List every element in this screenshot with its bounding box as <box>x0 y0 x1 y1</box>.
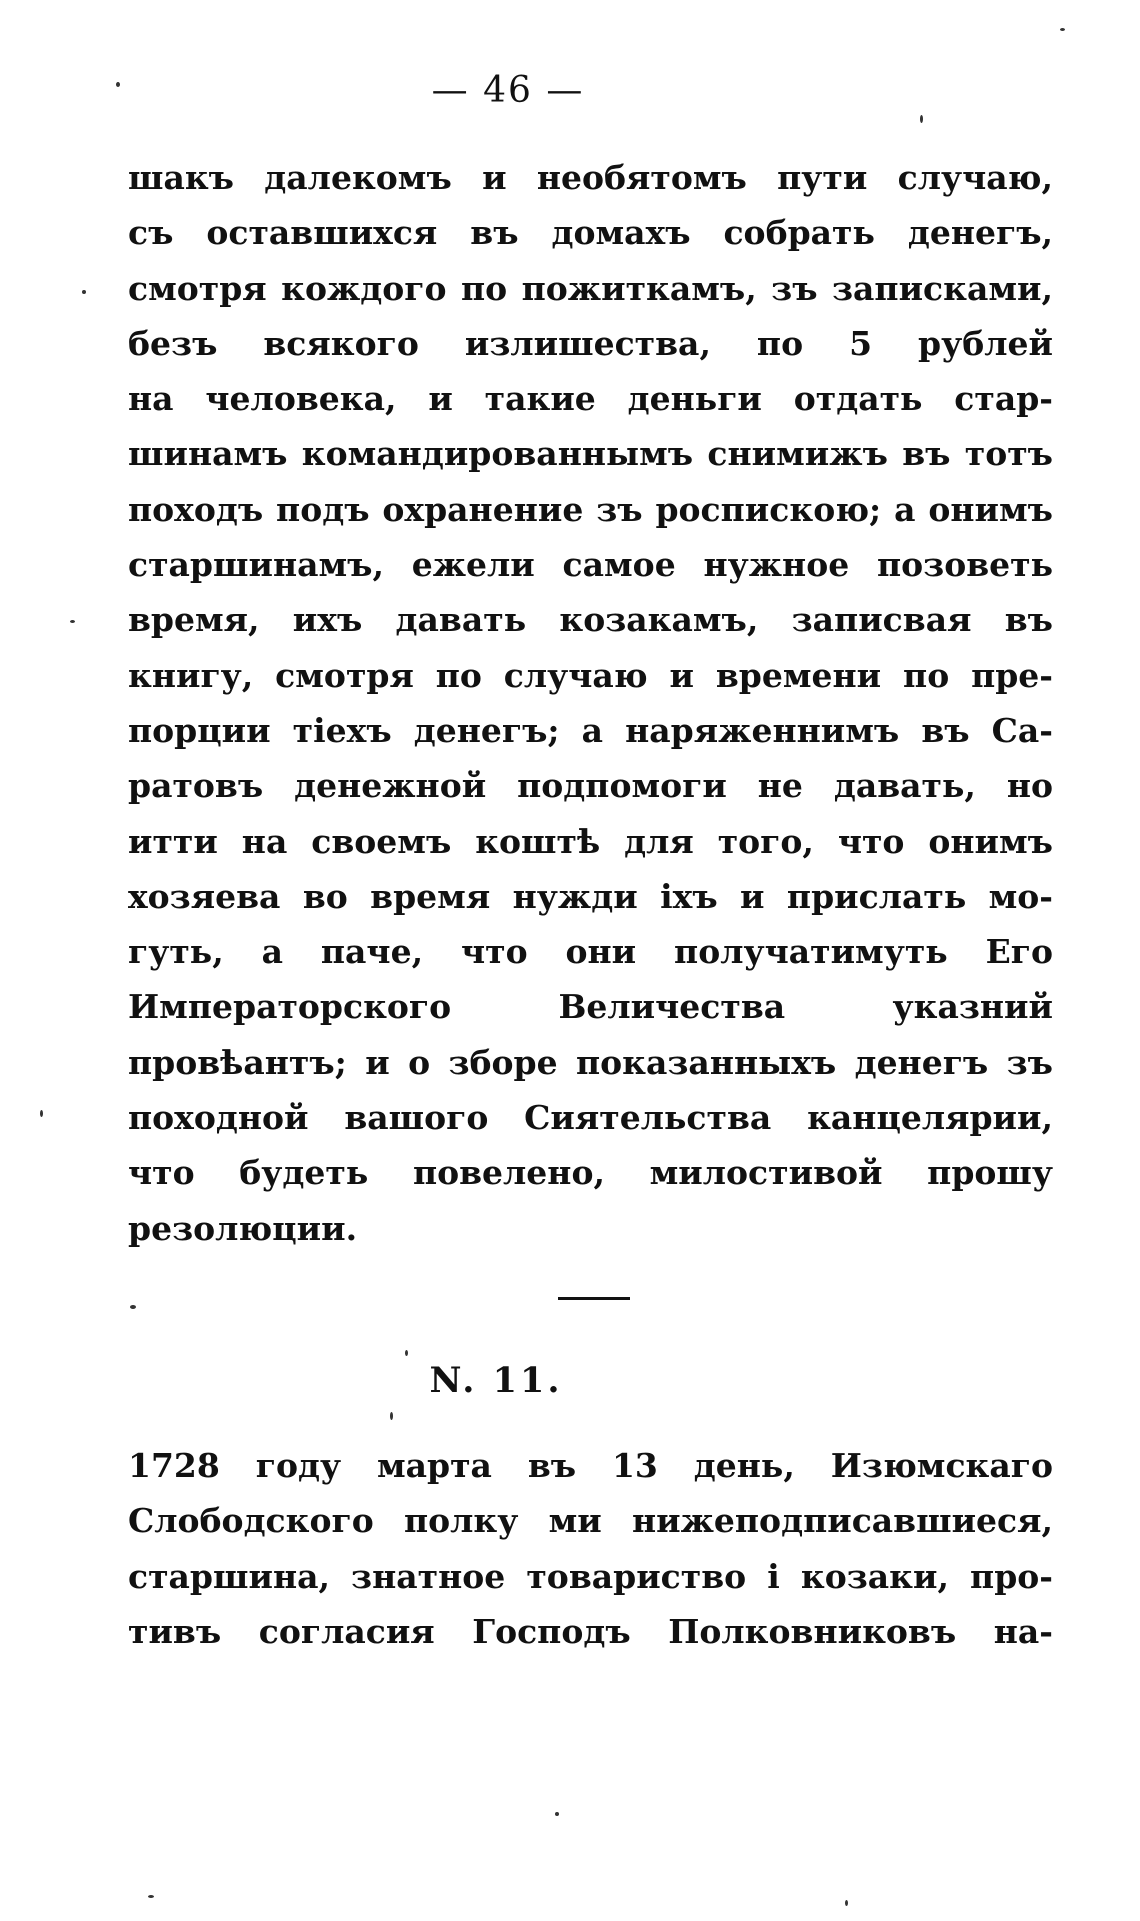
text-line: 1728 году марта въ 13 день, Изюмскаго <box>128 1446 1053 1485</box>
text-line: итти на своемъ коштѣ для того, что онимъ <box>128 821 1053 861</box>
scan-speck <box>555 1812 559 1816</box>
section-divider <box>558 1297 630 1300</box>
text-line: старшинамъ, ежели самое нужное позоветь <box>128 545 1053 585</box>
text-line: провѣантъ; и о зборе показанныхъ денегъ зъ <box>128 1042 1053 1082</box>
scan-speck <box>405 1350 408 1356</box>
text-line: походъ подъ охранение зъ роспискою; а онимъ <box>128 489 1053 529</box>
scan-speck <box>40 1110 43 1117</box>
text-line: Слободского полку ми нижеподписавшиеся, <box>128 1501 1053 1541</box>
scan-speck <box>148 1895 154 1898</box>
text-line: старшина, знатное товариство і козаки, про- <box>128 1556 1053 1596</box>
text-line: съ оставшихся въ домахъ собрать денегъ, <box>128 213 1053 253</box>
text-line: смотря кождого по пожиткамъ, зъ записками, <box>128 268 1053 308</box>
document-number-heading: N. 11. <box>429 1360 563 1401</box>
body-text-continuation <box>128 150 1053 1256</box>
page-number: — 46 — <box>431 70 585 111</box>
scan-speck <box>1060 28 1065 31</box>
text-line: безъ всякого излишества, по 5 рублей <box>128 323 1053 363</box>
text-line: Императорского Величества указний <box>128 987 1053 1027</box>
text-line: порции тіехъ денегъ; а наряженнимъ въ Са- <box>128 710 1053 750</box>
text-line: на человека, и такие деньги отдать стар- <box>128 379 1053 419</box>
text-line: шакъ далекомъ и необятомъ пути случаю, <box>128 158 1053 197</box>
scan-speck <box>920 115 923 123</box>
scan-speck <box>390 1412 393 1420</box>
scan-speck <box>116 82 120 87</box>
text-line: книгу, смотря по случаю и времени по пре- <box>128 655 1053 695</box>
text-line: что будеть повелено, милостивой прошу <box>128 1153 1053 1193</box>
text-line: резолюции. <box>128 1208 358 1248</box>
text-line: шинамъ командированнымъ снимижъ въ тотъ <box>128 434 1053 474</box>
text-line: хозяева во время нужди іхъ и прислать мо- <box>128 876 1053 916</box>
text-line: ратовъ денежной подпомоги не давать, но <box>128 766 1053 806</box>
body-text-document-11 <box>128 1438 1053 1659</box>
scan-speck <box>70 620 75 623</box>
scan-speck <box>130 1305 136 1309</box>
scan-speck <box>82 290 86 294</box>
text-line: походной вашого Сиятельства канцелярии, <box>128 1098 1053 1138</box>
text-line: тивъ согласия Господъ Полковниковъ на- <box>128 1611 1053 1651</box>
scan-speck <box>845 1900 848 1906</box>
text-line: время, ихъ давать козакамъ, записвая въ <box>128 600 1053 640</box>
text-line: гуть, а паче, что они получатимуть Его <box>128 932 1053 972</box>
